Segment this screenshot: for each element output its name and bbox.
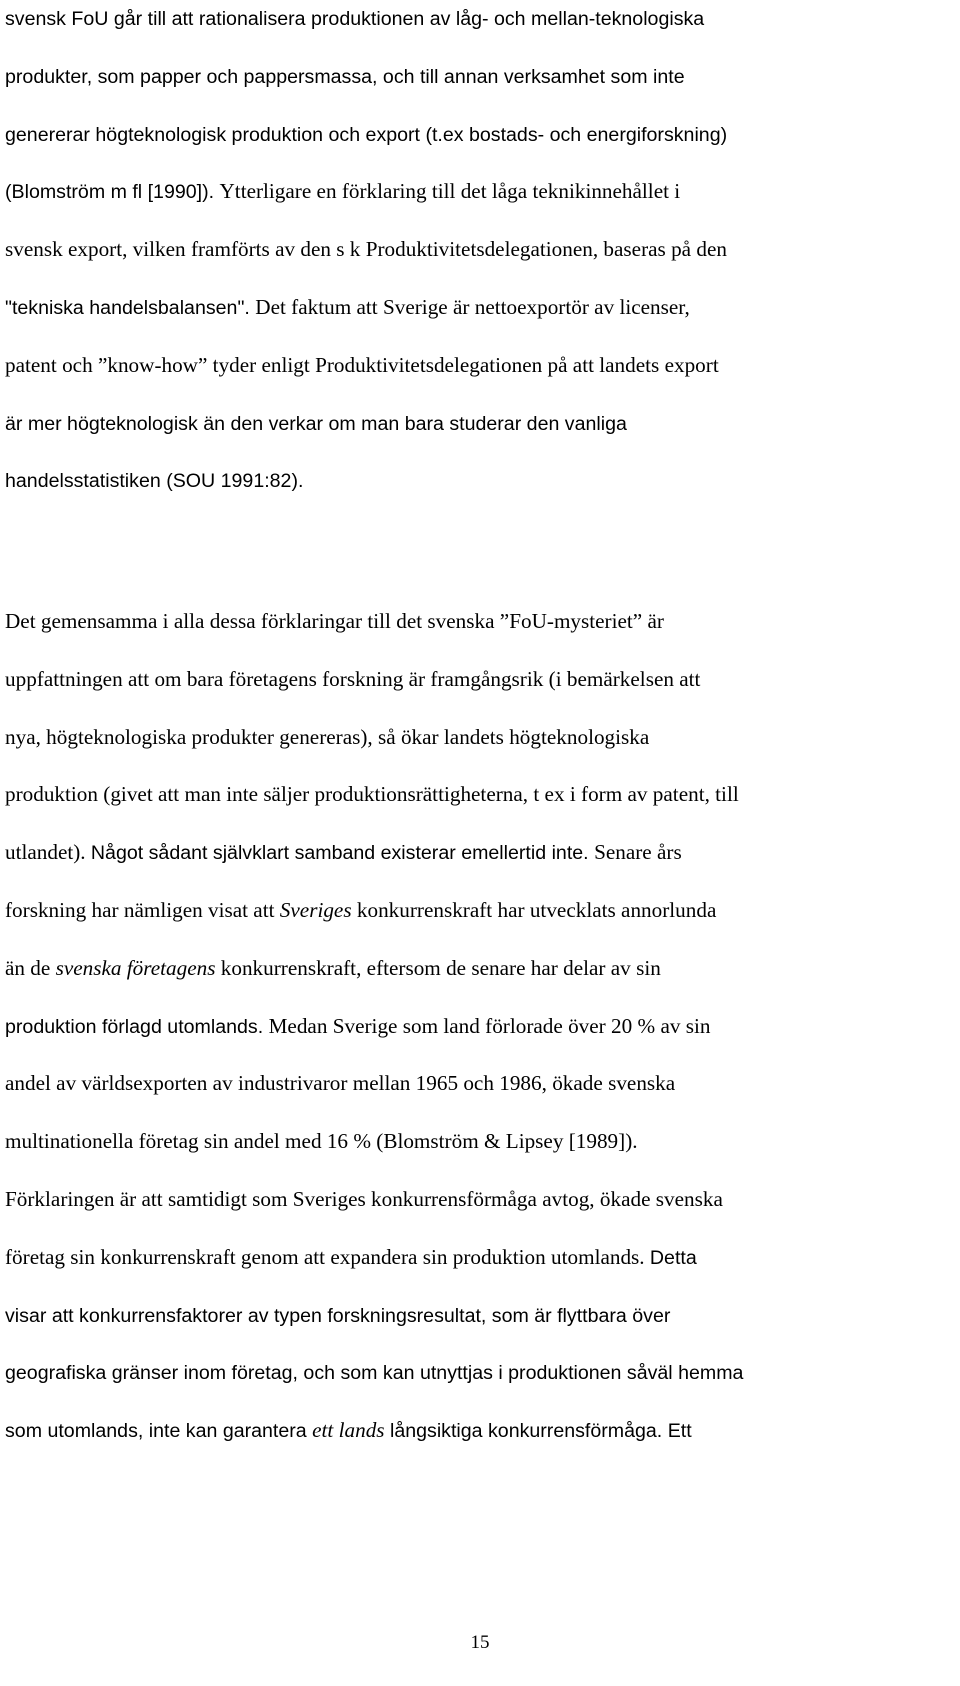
text-run: Medan Sverige som land förlorade över 20 % av sin xyxy=(268,1013,711,1038)
text-run: konkurrenskraft, eftersom de senare har delar av sin xyxy=(215,955,661,980)
text-run: långsiktiga konkurrensförmåga. Ett xyxy=(384,1420,692,1443)
text-run: produktion förlagd utomlands. xyxy=(5,1015,269,1038)
text-line xyxy=(5,221,955,279)
text-run: forskning har nämligen visat att xyxy=(5,897,280,922)
text-run: än de xyxy=(5,955,56,980)
text-run: produkter, som papper och pappersmassa, och till annan verksamhet som inte xyxy=(5,65,685,88)
text-line xyxy=(5,824,955,882)
text-run: företag sin konkurrenskraft genom att expandera sin produktion utomlands. xyxy=(5,1244,650,1269)
text-line xyxy=(5,998,955,1056)
text-line xyxy=(5,452,955,510)
text-run: Förklaringen är att samtidigt som Sveriges konkurrensförmåga avtog, ökade svenska xyxy=(5,1186,723,1211)
page-number: 15 xyxy=(470,1632,490,1653)
text-run: "tekniska handelsbalansen". xyxy=(5,296,256,319)
text-run: Ytterligare en förklaring till det låga teknikinnehållet i xyxy=(219,179,681,204)
text-line xyxy=(5,766,955,824)
text-line xyxy=(5,337,955,395)
text-run: patent och ”know-how” tyder enligt Produktivitetsdelegationen på att landets export xyxy=(5,352,719,377)
text-run: genererar högteknologisk produktion och export (t.ex bostads- och energiforskning) xyxy=(5,123,728,146)
text-line xyxy=(5,593,955,651)
text-run: konkurrenskraft har utvecklats annorlunda xyxy=(351,897,717,922)
text-run: som utomlands, inte kan garantera xyxy=(5,1420,313,1443)
text-line xyxy=(5,940,955,998)
text-run: nya, högteknologiska produkter genereras), så ökar landets högteknologiska xyxy=(5,724,650,749)
text-run: (Blomström m fl [1990]). xyxy=(5,181,220,204)
text-run: Det gemensamma i alla dessa förklaringar till det svenska ”FoU-mysteriet” är xyxy=(5,609,664,633)
text-run: handelsstatistiken (SOU 1991:82). xyxy=(5,470,304,493)
text-run: andel av världsexporten av industrivaror mellan 1965 och 1986, ökade svenska xyxy=(5,1071,676,1096)
text-run: Något sådant självklart samband existerar emellertid inte. xyxy=(90,842,595,865)
paragraph-1 xyxy=(5,0,955,510)
text-line xyxy=(5,1113,955,1171)
text-run: visar att konkurrensfaktorer av typen forskningsresultat, som är flyttbara över xyxy=(5,1304,671,1327)
text-run: uppfattningen att om bara företagens forskning är framgångsrik (i bemärkelsen att xyxy=(5,666,701,691)
text-line xyxy=(5,709,955,767)
text-line xyxy=(5,163,955,221)
text-run: utlandet). xyxy=(5,840,91,865)
text-line xyxy=(5,48,955,106)
text-run: Detta xyxy=(649,1246,697,1269)
text-run: geografiska gränser inom företag, och som kan utnyttjas i produktionen såväl hemma xyxy=(5,1362,744,1385)
text-run: är mer högteknologisk än den verkar om man bara studerar den vanliga xyxy=(5,412,627,435)
text-line xyxy=(5,279,955,337)
text-line xyxy=(5,1229,955,1287)
text-run: Senare års xyxy=(594,840,682,865)
text-run: produktion (givet att man inte säljer produktionsrättigheterna, t ex i form av patent, till xyxy=(5,782,739,807)
text-run: multinationella företag sin andel med 16 % (Blomström & Lipsey [1989]). xyxy=(5,1129,638,1154)
text-line xyxy=(5,1344,955,1402)
text-line xyxy=(5,1402,955,1460)
text-line xyxy=(5,1287,955,1345)
text-line xyxy=(5,0,955,48)
text-run: svensk export, vilken framförts av den s k Produktivitetsdelegationen, baseras på den xyxy=(5,237,727,262)
text-run: svensk FoU går till att rationalisera produktionen av låg- och mellan-teknologiska xyxy=(5,8,705,30)
text-line xyxy=(5,1055,955,1113)
italic-text: svenska företagens xyxy=(55,955,216,980)
text-line xyxy=(5,651,955,709)
text-line xyxy=(5,106,955,164)
italic-text: Sveriges xyxy=(279,897,352,922)
text-run: Det faktum att Sverige är nettoexportör av licenser, xyxy=(255,294,690,319)
italic-text: ett lands xyxy=(312,1418,385,1443)
paragraph-2 xyxy=(5,593,955,1460)
text-line xyxy=(5,882,955,940)
text-line xyxy=(5,1171,955,1229)
text-line xyxy=(5,395,955,453)
